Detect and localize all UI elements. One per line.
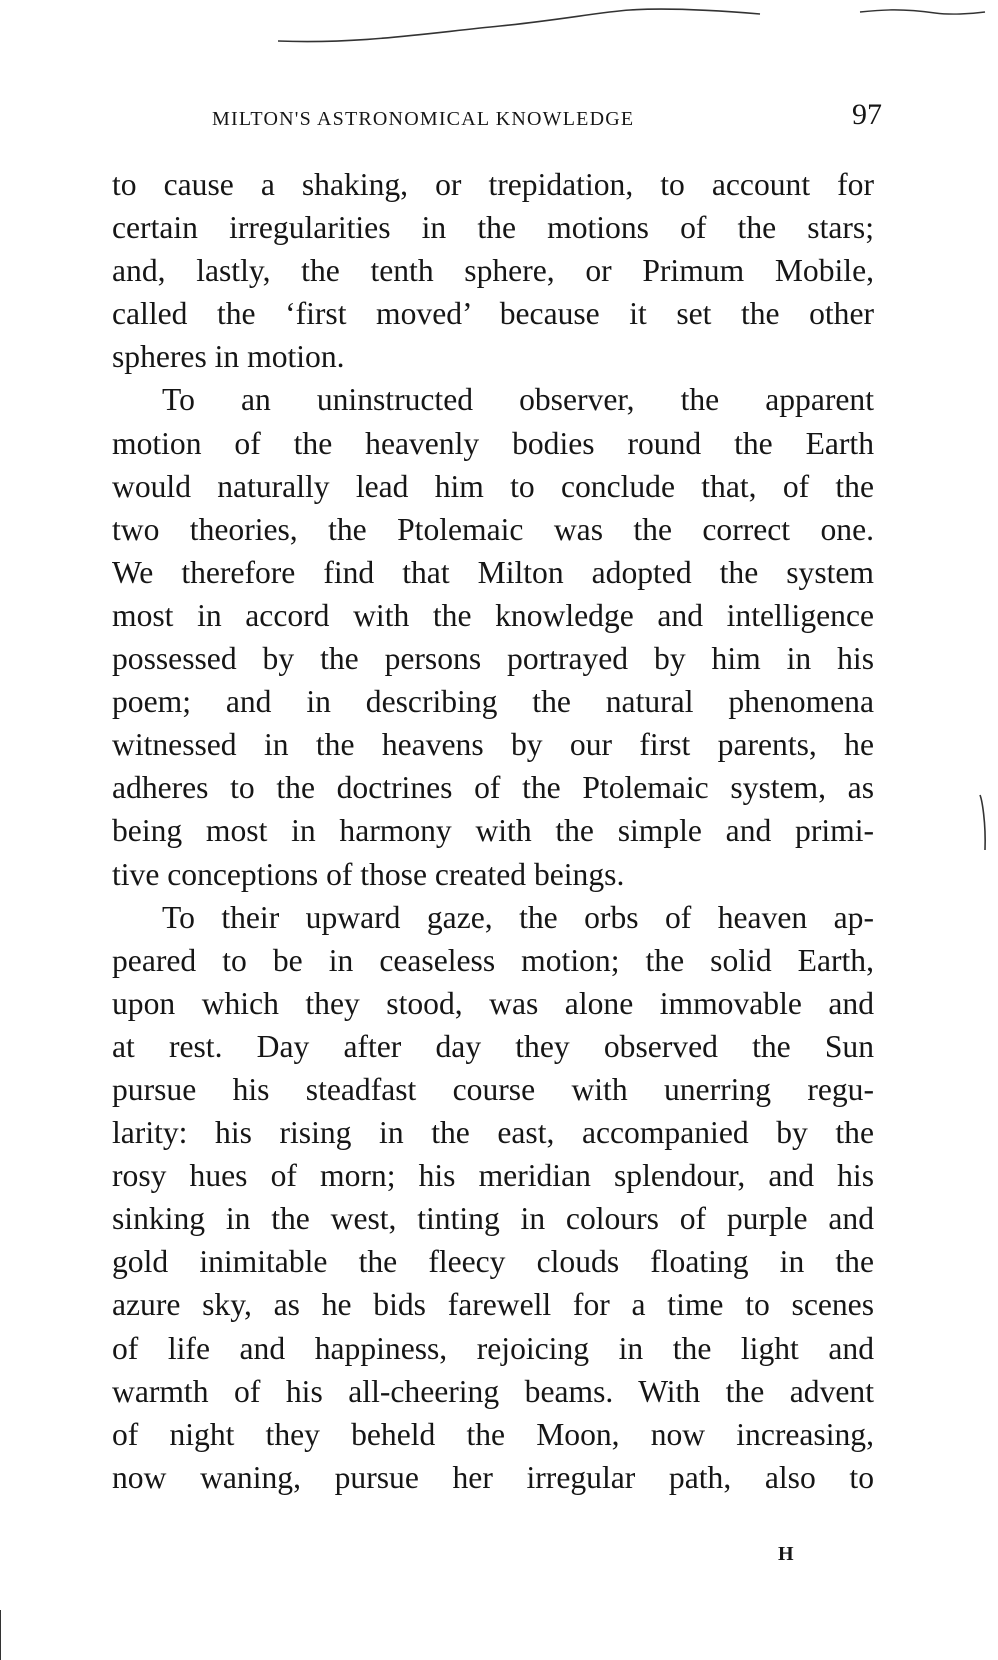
text-line: and, lastly, the tenth sphere, or Primum Mobile, bbox=[112, 253, 874, 289]
margin-bracket-mark bbox=[980, 795, 985, 850]
text-line: at rest. Day after day they observed the Sun bbox=[112, 1028, 874, 1064]
running-header bbox=[112, 100, 882, 140]
text-line: to cause a shaking, or trepidation, to account for bbox=[112, 167, 874, 202]
text-line: To an uninstructed observer, the apparent bbox=[162, 382, 874, 418]
text-line: adheres to the doctrines of the Ptolemaic system, as bbox=[112, 770, 874, 806]
text-line: two theories, the Ptolemaic was the correct one. bbox=[112, 511, 874, 547]
text-line: called the ‘first moved’ because it set the other bbox=[112, 296, 874, 332]
top-right-scan-stroke bbox=[860, 10, 985, 14]
text-line: most in accord with the knowledge and intelligence bbox=[112, 597, 874, 633]
text-line: We therefore find that Milton adopted the system bbox=[112, 554, 874, 590]
text-line: rosy hues of morn; his meridian splendour, and his bbox=[112, 1158, 874, 1194]
text-line: spheres in motion. bbox=[112, 339, 345, 375]
text-line: now waning, pursue her irregular path, also to bbox=[112, 1459, 874, 1495]
top-scan-stroke bbox=[278, 9, 760, 42]
text-line: of night they beheld the Moon, now increasing, bbox=[112, 1416, 874, 1452]
text-line: warmth of his all-cheering beams. With the advent bbox=[112, 1373, 874, 1409]
body-text bbox=[112, 163, 874, 1499]
text-line: To their upward gaze, the orbs of heaven ap- bbox=[162, 899, 874, 935]
text-line: azure sky, as he bids farewell for a time to scenes bbox=[112, 1287, 874, 1323]
text-line: certain irregularities in the motions of the stars; bbox=[112, 210, 874, 246]
text-line: poem; and in describing the natural phenomena bbox=[112, 684, 874, 720]
text-line: would naturally lead him to conclude that, of the bbox=[112, 468, 874, 504]
signature-mark: H bbox=[778, 1543, 795, 1565]
text-line: sinking in the west, tinting in colours of purple and bbox=[112, 1201, 874, 1237]
text-line: possessed by the persons portrayed by him in his bbox=[112, 641, 874, 677]
text-line: motion of the heavenly bodies round the Earth bbox=[112, 425, 874, 461]
text-line: larity: his rising in the east, accompanied by the bbox=[112, 1115, 874, 1151]
text-line: of life and happiness, rejoicing in the light and bbox=[112, 1330, 874, 1366]
page-number: 97 bbox=[852, 98, 882, 131]
text-line: tive conceptions of those created beings. bbox=[112, 856, 625, 892]
text-line: gold inimitable the fleecy clouds floating in the bbox=[112, 1244, 874, 1280]
text-line: witnessed in the heavens by our first parents, he bbox=[112, 727, 874, 763]
text-line: pursue his steadfast course with unerring regu- bbox=[112, 1071, 874, 1107]
text-line: peared to be in ceaseless motion; the solid Earth, bbox=[112, 942, 874, 978]
text-line: upon which they stood, was alone immovable and bbox=[112, 985, 874, 1021]
text-line: being most in harmony with the simple and primi- bbox=[112, 813, 874, 849]
running-title: MILTON'S ASTRONOMICAL KNOWLEDGE bbox=[212, 108, 635, 130]
